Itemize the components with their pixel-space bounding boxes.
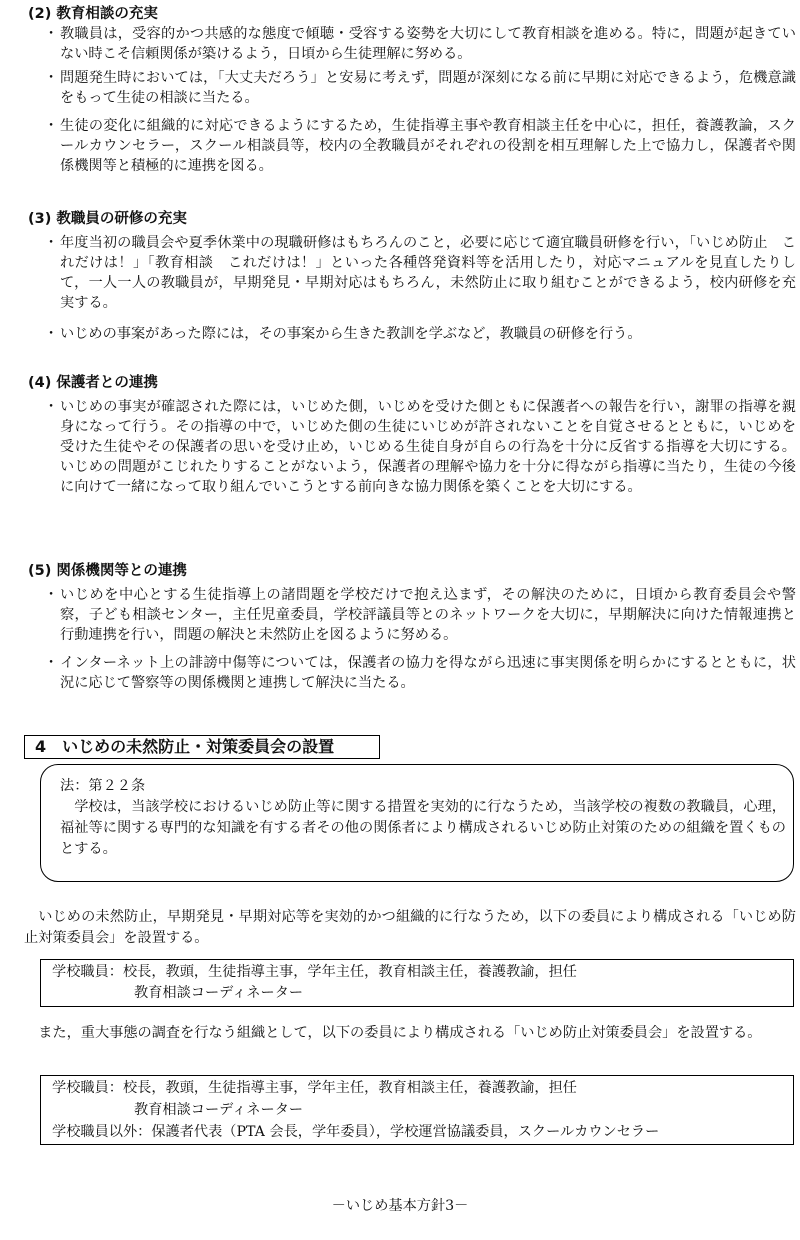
bullet-text: インターネット上の誹謗中傷等については，保護者の協力を得ながら迅速に事実関係を明らかにするとともに，状況に応じて警察等の関係機関と連携して解決に当たる。	[60, 655, 796, 691]
bullet-text: いじめの事実が確認された際には，いじめた側，いじめを受けた側ともに保護者への報告を行い，謝罪の指導を親身になって行う。その指導の中で，いじめた側の生徒にいじめが許されないことを自覚させるとともに，いじめを受けた生徒やその保護者の思いを受け止め，いじめる生徒自身が自らの行為を十分に反省する指導を大切にする。いじめの問題がこじれたりすることがないよう，保護者の理解や協力を十分に得ながら指導に当たり，生徒の今後に向けて一緒になって取り組んでいこうとする前向きな協力関係を築くことを大切にする。	[60, 399, 796, 495]
heading-counseling: (2) 教育相談の充実	[28, 6, 158, 22]
bullet-mark: ・	[44, 655, 59, 671]
heading-agencies: (5) 関係機関等との連携	[28, 563, 187, 579]
member-line: 教育相談コーディネーター	[134, 1102, 304, 1118]
bullet-text: いじめを中心とする生徒指導上の諸問題を学校だけで抱え込まず，その解決のために，日頃から教育委員会や警察，子ども相談センター，主任児童委員，学校評議員等とのネットワークを大切に，早期解決に向けた情報連携と行動連携を行い，問題の解決と未然防止を図るように努める。	[60, 587, 796, 643]
member-line: 学校職員：校長，教頭，生徒指導主事，学年主任，教育相談主任，養護教諭，担任	[52, 1080, 577, 1096]
bullet-text: 問題発生時においては，「大丈夫だろう」と安易に考えず，問題が深刻になる前に早期に対応できるよう，危機意識をもって生徒の相談に当たる。	[60, 70, 796, 106]
bullet-mark: ・	[44, 399, 59, 415]
heading-parents: (4) 保護者との連携	[28, 375, 158, 391]
member-line: 学校職員以外：保護者代表（PTA 会長，学年委員），学校運営協議委員，スクールカウンセラー	[52, 1124, 660, 1140]
paragraph-committee: いじめの未然防止，早期発見・早期対応等を実効的かつ組織的に行なうため，以下の委員により構成される「いじめ防止対策委員会」を設置する。	[24, 909, 796, 946]
bullet-text: 教職員は，受容的かつ共感的な態度で傾聴・受容する姿勢を大切にして教育相談を進める。特に，問題が起きていない時こそ信頼関係が築けるよう，日頃から生徒理解に努める。	[60, 26, 796, 62]
member-line: 学校職員：校長，教頭，生徒指導主事，学年主任，教育相談主任，養護教諭，担任	[52, 964, 577, 980]
member-line: 教育相談コーディネーター	[134, 985, 304, 1001]
bullet-text: いじめの事案があった際には，その事案から生きた教訓を学ぶなど，教職員の研修を行う。	[60, 326, 642, 342]
paragraph-serious-case: また，重大事態の調査を行なう組織として，以下の委員により構成される「いじめ防止対策委員会」を設置する。	[38, 1025, 762, 1041]
bullet-mark: ・	[44, 26, 59, 42]
bullet-mark: ・	[44, 70, 59, 86]
bullet-mark: ・	[44, 587, 59, 603]
bullet-text: 生徒の変化に組織的に対応できるようにするため，生徒指導主事や教育相談主任を中心に，担任，養護教論，スクールカウンセラー，スクール相談員等，校内の全教職員がそれぞれの役割を相互理解した上で協力し，保護者や関係機関等と積極的に連携を図る。	[60, 118, 796, 174]
bullet-mark: ・	[44, 235, 59, 251]
page-footer: －いじめ基本方針3－	[331, 1198, 469, 1214]
section-title: 4 いじめの未然防止・対策委員会の設置	[24, 735, 380, 759]
law-reference: 法：第２２条	[60, 778, 146, 794]
law-text: 学校は，当該学校におけるいじめ防止等に関する措置を実効的に行なうため，当該学校の複数の教職員，心理，福祉等に関する専門的な知識を有する者その他の関係者により構成されるいじめ防止対策のための組織を置くものとする。	[60, 799, 786, 857]
bullet-text: 年度当初の職員会や夏季休業中の現職研修はもちろんのこと，必要に応じて適宜職員研修を行い，「いじめ防止 これだけは！」「教育相談 これだけは！」といった各種啓発資料等を活用したり，対応マニュアルを見直したりして，一人一人の教職員が，早期発見・早期対応はもちろん，未然防止に取り組むことができるよう，校内研修を充実する。	[60, 235, 796, 311]
bullet-item	[44, 68, 796, 108]
bullet-item	[44, 233, 796, 313]
bullet-mark: ・	[44, 326, 59, 342]
bullet-item	[44, 397, 796, 497]
bullet-mark: ・	[44, 118, 59, 134]
bullet-item	[44, 324, 796, 344]
heading-training: (3) 教職員の研修の充実	[28, 211, 187, 227]
bullet-item	[44, 116, 796, 176]
bullet-item	[44, 585, 796, 645]
bullet-item	[44, 653, 796, 693]
bullet-item	[44, 24, 796, 64]
